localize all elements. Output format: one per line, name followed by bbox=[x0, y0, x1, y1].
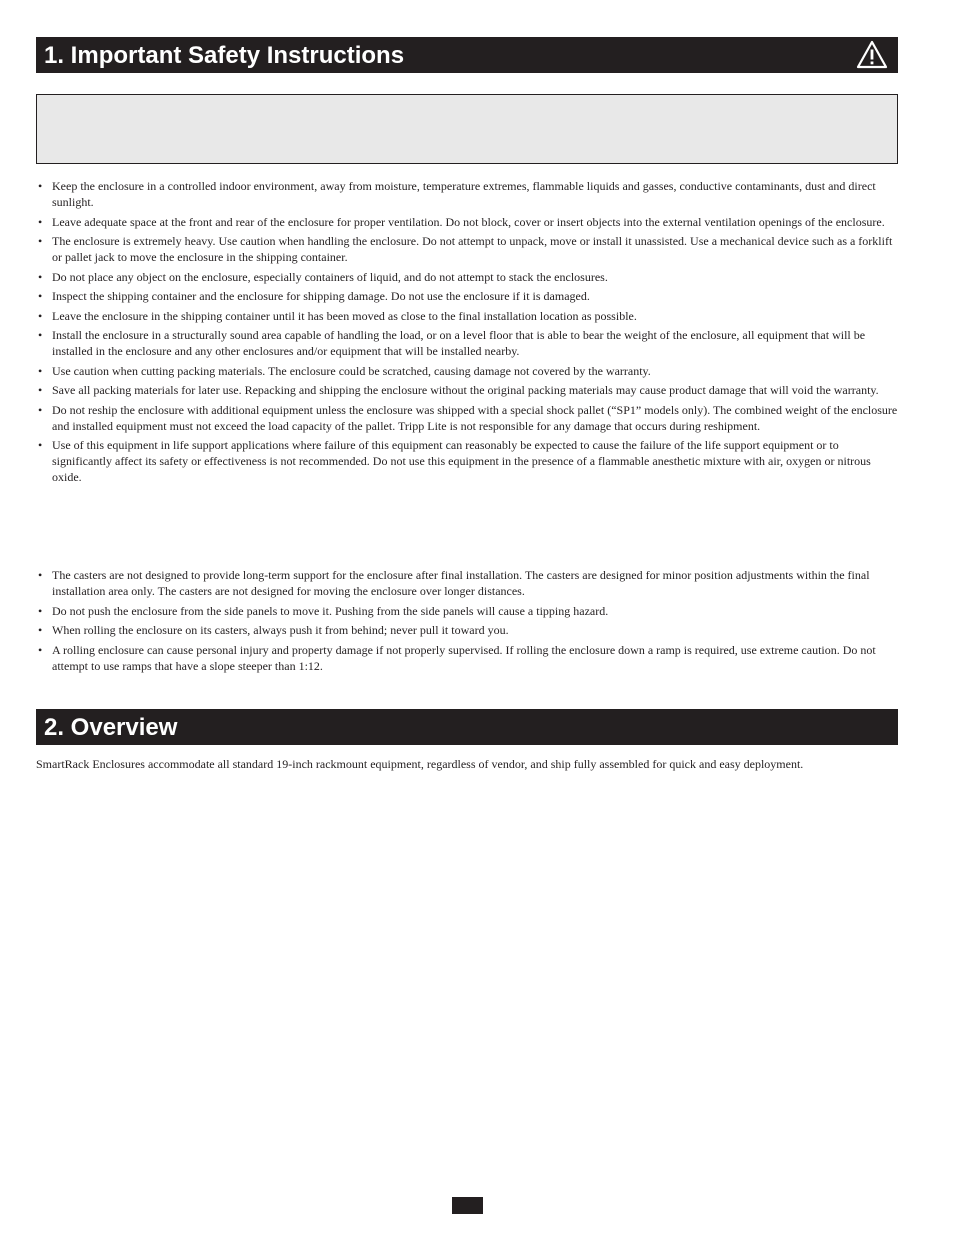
list-item: • Leave the enclosure in the shipping container until it has been moved as close to the final installation location as possible. bbox=[36, 308, 898, 324]
page-number-tab bbox=[452, 1197, 483, 1214]
list-item: • A rolling enclosure can cause personal injury and property damage if not properly supervised. If rolling the enclosure down a ramp is required, use extreme caution. Do not attempt to use ramps that have a slope steeper than 1:12. bbox=[36, 642, 898, 674]
list-item: • Do not push the enclosure from the side panels to move it. Pushing from the side panels will cause a tipping hazard. bbox=[36, 603, 898, 619]
list-item: • When rolling the enclosure on its casters, always push it from behind; never pull it toward you. bbox=[36, 622, 898, 638]
list-item: • Keep the enclosure in a controlled indoor environment, away from moisture, temperature extremes, flammable liquids and gasses, conductive contaminants, dust and direct sunlight. bbox=[36, 178, 898, 210]
list-item: • The casters are not designed to provide long-term support for the enclosure after final installation. The casters are designed for minor position adjustments within the final installation area only. The casters are not designed for moving the enclosure over longer distances. bbox=[36, 567, 898, 599]
overview-paragraph: SmartRack Enclosures accommodate all standard 19-inch rackmount equipment, regardless of vendor, and ship fully assembled for quick and easy deployment. bbox=[36, 757, 804, 771]
list-item: • The enclosure is extremely heavy. Use caution when handling the enclosure. Do not attempt to unpack, move or install it unassisted. Use a mechanical device such as a forklift or pallet jack to move the enclosure in the shipping container. bbox=[36, 233, 898, 265]
section-2-header bbox=[36, 709, 898, 745]
list-item: • Do not place any object on the enclosure, especially containers of liquid, and do not attempt to stack the enclosures. bbox=[36, 269, 898, 285]
section-1-title: 1. Important Safety Instructions bbox=[44, 42, 405, 69]
list-item: • Inspect the shipping container and the enclosure for shipping damage. Do not use the enclosure if it is damaged. bbox=[36, 288, 898, 304]
general-safety-list bbox=[36, 178, 898, 489]
section-2-title: 2. Overview bbox=[44, 714, 178, 741]
section-1-header bbox=[36, 37, 898, 73]
caster-safety-list bbox=[36, 567, 898, 677]
list-item: • Do not reship the enclosure with additional equipment unless the enclosure was shipped with a special shock pallet (“SP1” models only). The combined weight of the enclosure and installed equipment must not exceed the load capacity of the pallet. Tripp Lite is not responsible for any damage that occurs during reshipment. bbox=[36, 402, 898, 434]
list-item: • Use caution when cutting packing materials. The enclosure could be scratched, causing damage not covered by the warranty. bbox=[36, 363, 898, 379]
warning-triangle-icon bbox=[856, 40, 888, 69]
list-item: • Leave adequate space at the front and rear of the enclosure for proper ventilation. Do not block, cover or insert objects into the external ventilation openings of the enclosure. bbox=[36, 214, 898, 230]
list-item: • Use of this equipment in life support applications where failure of this equipment can reasonably be expected to cause the failure of the life support equipment or to significantly affect its safety or effectiveness is not recommended. Do not use this equipment in the presence of a flammable anesthetic mixture with air, oxygen or nitrous oxide. bbox=[36, 437, 898, 485]
list-item: • Install the enclosure in a structurally sound area capable of handling the load, or on a level floor that is able to bear the weight of the enclosure, all equipment that will be installed in the enclosure and any other enclosures and/or equipment that will be installed nearby. bbox=[36, 327, 898, 359]
notice-box bbox=[36, 94, 898, 164]
list-item: • Save all packing materials for later use. Repacking and shipping the enclosure without the original packing materials may cause product damage that will void the warranty. bbox=[36, 382, 898, 398]
